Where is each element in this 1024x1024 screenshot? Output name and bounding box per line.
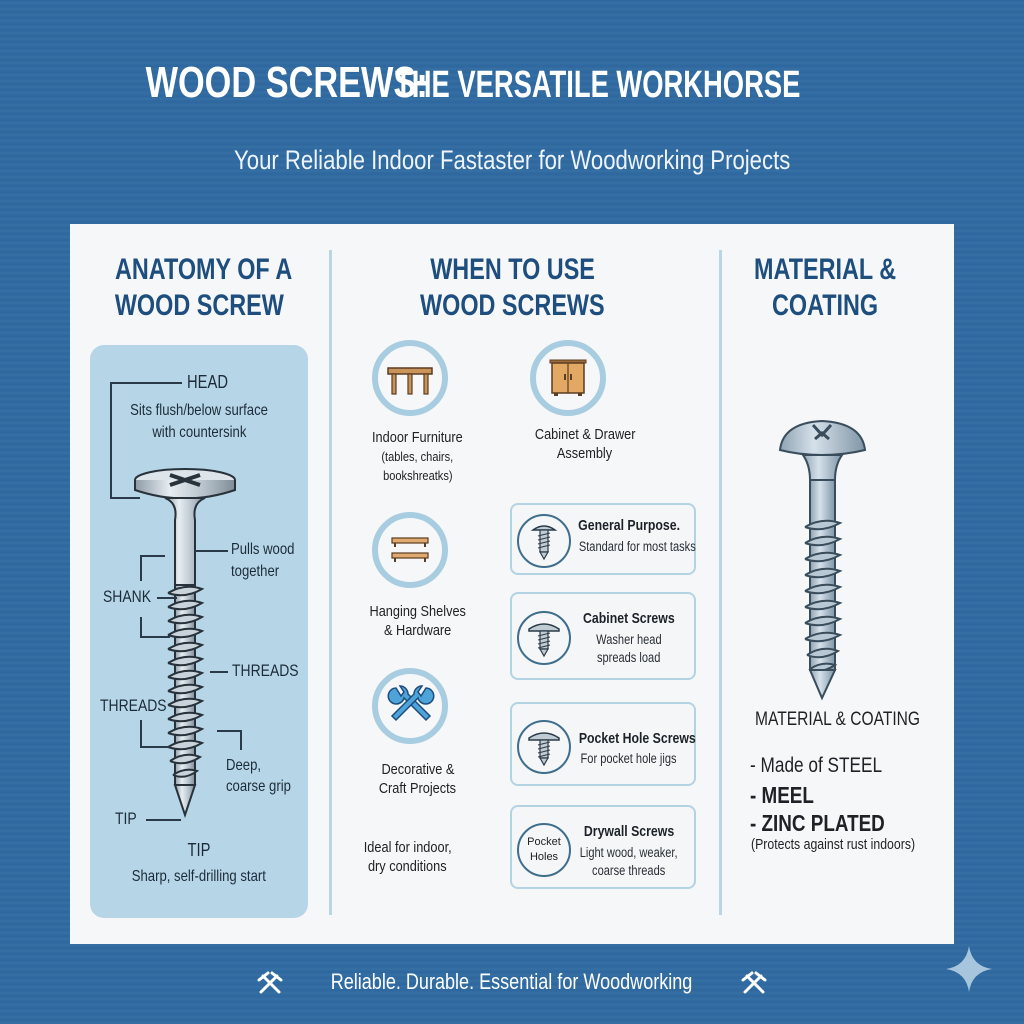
sparkle-icon [944, 944, 994, 994]
material-item: - Made of STEEL [750, 754, 883, 777]
material-note: (Protects against rust indoors) [751, 836, 916, 853]
tip-description: Sharp, self-drilling start [131, 868, 267, 885]
pocket-holes-badge: Pocket Holes [517, 823, 571, 877]
tip-label-left: TIP [115, 809, 137, 828]
column-divider [719, 250, 722, 915]
pocket-screw-icon [517, 720, 571, 774]
when-to-use-heading [340, 252, 685, 324]
when-heading-line2: WOOD SCREWS [420, 289, 605, 322]
crossed-hammers-icon [739, 968, 769, 998]
shelves-icon [372, 512, 448, 588]
card-desc: Washer head [596, 632, 662, 647]
deep-bracket-line [217, 730, 240, 732]
shank-bracket-line [140, 555, 165, 557]
shank-bracket-line [140, 636, 170, 638]
shank-bracket-line [140, 555, 142, 581]
page-title [0, 58, 1024, 108]
card-desc: coarse threads [592, 863, 666, 878]
material-heading-line2: COATING [771, 289, 879, 322]
crossed-hammers-icon [255, 968, 285, 998]
threads-leader-line [210, 671, 228, 673]
anatomy-heading-line2: WOOD SCREW [114, 289, 284, 322]
head-description-1: Sits flush/below surface [130, 402, 268, 419]
deep-bracket-line [240, 730, 242, 750]
shank-bracket-line [140, 617, 142, 637]
material-item: - MEEL [750, 782, 814, 808]
title-rest: THE VERSATILE WORKHORSE [394, 64, 800, 106]
threads-bracket-line [140, 746, 170, 748]
use-hanging-shelves: Hanging Shelves & Hardware [369, 603, 466, 639]
card-title: General Purpose. [578, 517, 680, 534]
card-desc: Light wood, weaker, [580, 845, 678, 860]
page-subtitle [0, 145, 1024, 176]
anatomy-heading [90, 252, 308, 324]
shank-label: SHANK [103, 587, 152, 606]
head-leader-line [110, 382, 182, 384]
material-heading [725, 252, 925, 324]
title-main: WOOD SCREWS: [145, 58, 429, 107]
head-leader-line [110, 497, 140, 499]
footer-tagline [0, 968, 1024, 998]
card-desc: For pocket hole jigs [581, 751, 677, 766]
material-item: - ZINC PLATED [750, 810, 885, 836]
tip-label-center: TIP [187, 840, 211, 860]
card-pocket-hole-screws [510, 702, 696, 786]
material-subheading: MATERIAL & COATING [755, 709, 921, 730]
card-desc: spreads load [597, 650, 661, 665]
table-icon [372, 340, 448, 416]
wood-screw-illustration [130, 465, 240, 830]
wrench-screwdriver-icon [372, 668, 448, 744]
deep-label-1: Deep, [226, 757, 262, 774]
threads-bracket-line [140, 720, 142, 746]
column-divider [329, 250, 332, 915]
when-heading-line1: WHEN TO USE [430, 253, 595, 286]
card-desc: Standard for most tasks [578, 539, 696, 554]
washer-head-screw-icon [517, 611, 571, 665]
use-cabinet-drawer: Cabinet & Drawer Assembly [534, 426, 636, 462]
threads-label-right: THREADS [232, 661, 299, 680]
tip-leader-line [146, 819, 181, 821]
deep-label-2: coarse grip [226, 778, 291, 795]
cabinet-icon [530, 340, 606, 416]
head-description-2: with countersink [151, 424, 247, 441]
anatomy-heading-line1: ANATOMY OF A [114, 253, 293, 286]
pulls-leader-line [195, 550, 228, 552]
pulls-label-1: Pulls wood [231, 541, 295, 558]
head-label: HEAD [187, 372, 229, 392]
use-decorative-craft: Decorative & Craft Projects [378, 761, 457, 797]
card-drywall-screws [510, 805, 696, 889]
card-title: Drywall Screws [583, 823, 675, 840]
use-indoor-furniture: Indoor Furniture (tables, chairs, bookshreatks) [372, 429, 463, 483]
subtitle-text: Your Reliable Indoor Fastaster for Woodworking Projects [233, 145, 791, 175]
footer-text: Reliable. Durable. Essential for Woodworking [331, 968, 693, 994]
material-heading-line1: MATERIAL & [753, 253, 897, 286]
zinc-plated-screw-illustration [775, 415, 870, 705]
screw-icon [517, 514, 571, 568]
pulls-label-2: together [231, 563, 280, 580]
indoor-note: Ideal for indoor, dry conditions [363, 839, 452, 875]
card-general-purpose [510, 503, 696, 575]
card-title: Cabinet Screws [583, 610, 675, 627]
threads-label-left: THREADS [100, 696, 167, 715]
card-title: Pocket Hole Screws [578, 730, 696, 747]
card-cabinet-screws [510, 592, 696, 680]
